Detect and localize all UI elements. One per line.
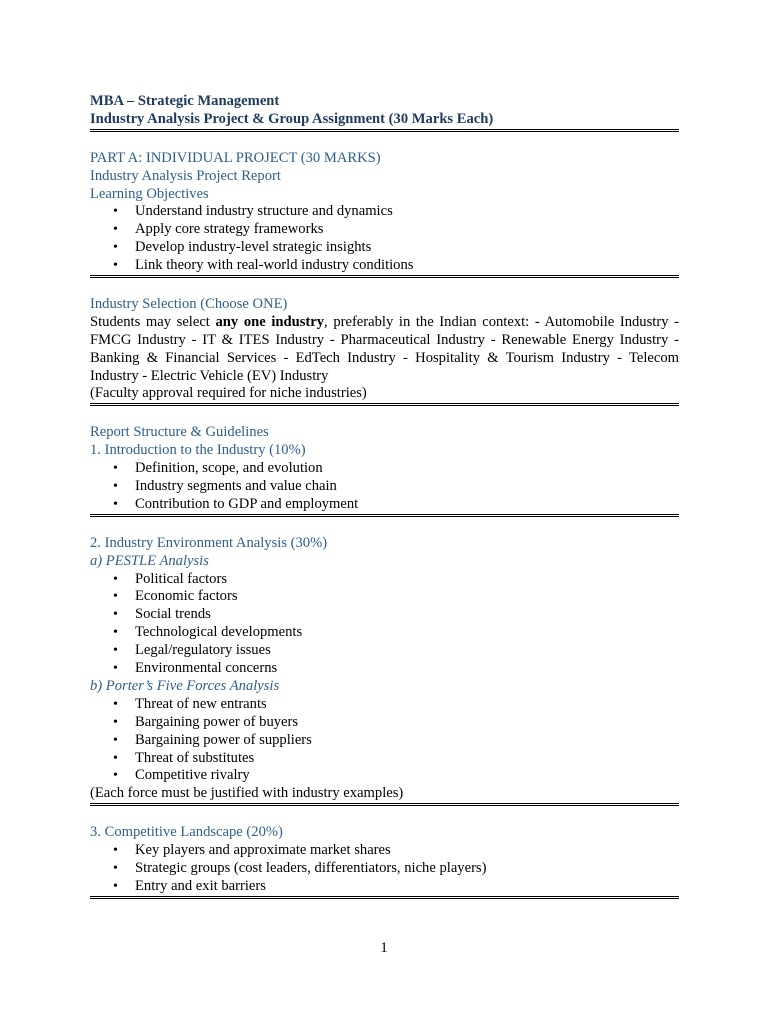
paragraph-text: Students may select — [90, 313, 216, 330]
list-item: • Threat of new entrants — [135, 696, 679, 714]
document-page — [90, 93, 679, 899]
list-item: • Economic factors — [135, 588, 679, 606]
objectives-heading: Learning Objectives — [90, 185, 209, 202]
spacer — [90, 517, 679, 535]
section-1-heading: 1. Introduction to the Industry (10%) — [90, 442, 306, 459]
paragraph-text: , preferably in the Indian context: - Automobile Industry - FMCG Industry - IT & ITES Industry - Pharmaceutical Industry - Renewable Energy Industry - Banking & Financial Services - EdTech Industry - Hospitality & Tourism Industry - Telecom Industry - Electric Vehicle (EV) Industry — [90, 313, 679, 384]
list-item: • Environmental concerns — [135, 660, 679, 678]
porter-heading: b) Porter’s Five Forces Analysis — [90, 677, 280, 694]
course-title: MBA – Strategic Management — [90, 93, 280, 109]
report-structure-heading: Report Structure & Guidelines — [90, 424, 269, 441]
section-1-list — [90, 460, 679, 517]
industry-selection-note: (Faculty approval required for niche industries) — [90, 385, 679, 406]
list-item: • Entry and exit barriers — [135, 878, 679, 896]
list-item: • Technological developments — [135, 624, 679, 642]
part-a-subheading: Industry Analysis Project Report — [90, 167, 281, 184]
pestle-heading: a) PESTLE Analysis — [90, 552, 209, 569]
list-item: • Contribution to GDP and employment — [135, 496, 679, 514]
list-item: • Understand industry structure and dynamics — [135, 203, 679, 221]
section-2-heading: 2. Industry Environment Analysis (30%) — [90, 534, 328, 551]
objectives-list — [90, 203, 679, 278]
list-item: • Bargaining power of suppliers — [135, 732, 679, 750]
list-item: • Key players and approximate market shares — [135, 842, 679, 860]
list-item: • Bargaining power of buyers — [135, 714, 679, 732]
list-item: • Threat of substitutes — [135, 750, 679, 768]
pestle-list — [90, 571, 679, 678]
emphasis-text: any one industry — [215, 313, 325, 330]
spacer — [90, 278, 679, 296]
assignment-title: Industry Analysis Project & Group Assignment (30 Marks Each) — [90, 111, 679, 132]
list-item: • Strategic groups (cost leaders, differentiators, niche players) — [135, 860, 679, 878]
list-item: • Develop industry-level strategic insights — [135, 239, 679, 257]
part-a-heading: PART A: INDIVIDUAL PROJECT (30 MARKS) — [90, 149, 381, 166]
list-item: • Definition, scope, and evolution — [135, 460, 679, 478]
spacer — [90, 132, 679, 150]
spacer — [90, 406, 679, 424]
list-item: • Apply core strategy frameworks — [135, 221, 679, 239]
spacer — [90, 806, 679, 824]
page-number: 1 — [380, 940, 388, 956]
list-item: • Social trends — [135, 606, 679, 624]
porter-list — [90, 696, 679, 786]
section-3-list — [90, 842, 679, 899]
industry-selection-heading: Industry Selection (Choose ONE) — [90, 295, 288, 312]
list-item: • Competitive rivalry — [135, 767, 679, 785]
list-item: • Political factors — [135, 571, 679, 589]
list-item: • Industry segments and value chain — [135, 478, 679, 496]
industry-selection-paragraph — [90, 314, 679, 386]
list-item: • Legal/regulatory issues — [135, 642, 679, 660]
list-item: • Link theory with real-world industry conditions — [135, 257, 679, 275]
section-3-heading: 3. Competitive Landscape (20%) — [90, 824, 283, 841]
porter-note: (Each force must be justified with industry examples) — [90, 785, 679, 806]
